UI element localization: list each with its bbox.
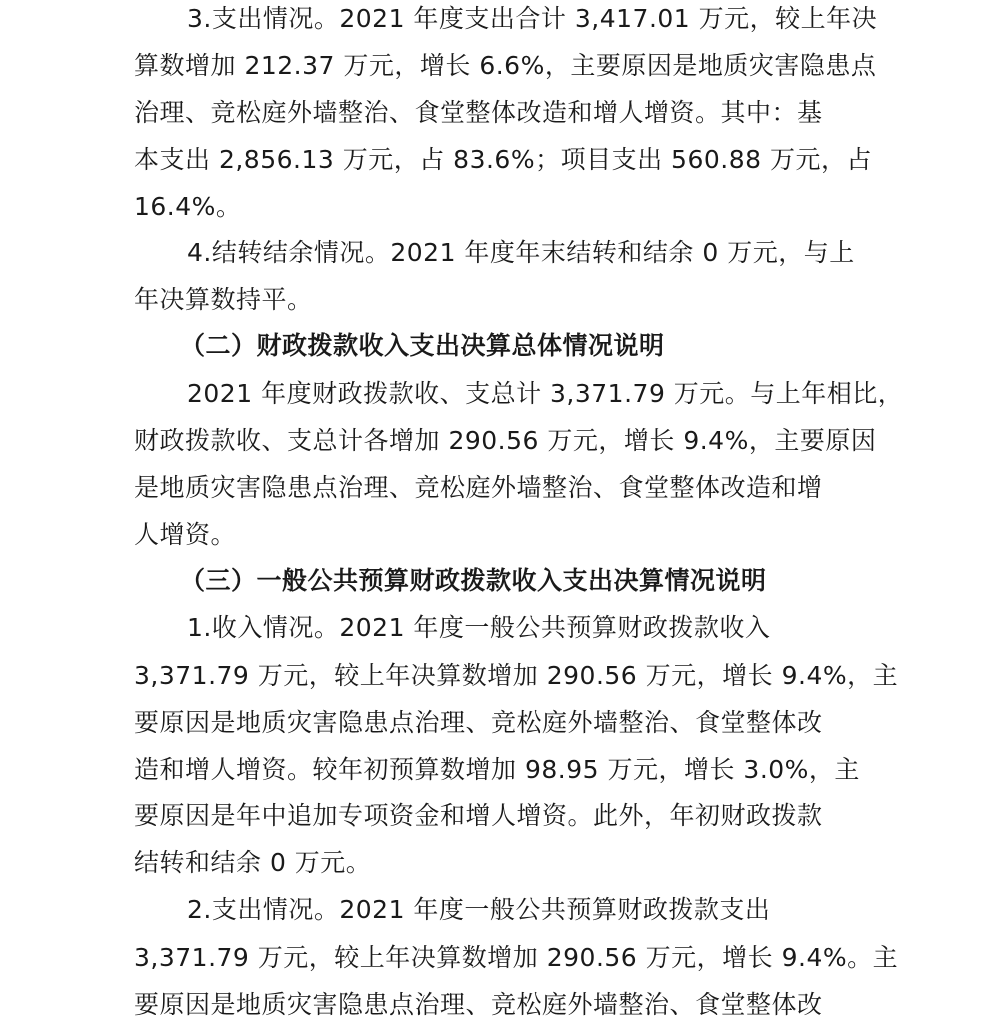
paragraph-line: 年决算数持平。 — [134, 285, 313, 314]
section-heading: （二）财政拨款收入支出决算总体情况说明 — [180, 331, 665, 360]
section-heading: （三）一般公共预算财政拨款收入支出决算情况说明 — [180, 566, 767, 595]
paragraph-line: 算数增加 212.37 万元，增长 6.6%，主要原因是地质灾害隐患点 — [134, 51, 877, 80]
paragraph-line: 本支出 2,856.13 万元，占 83.6%；项目支出 560.88 万元，占 — [134, 145, 872, 174]
paragraph-line: 3,371.79 万元，较上年决算数增加 290.56 万元，增长 9.4%，主 — [134, 661, 899, 690]
paragraph-line: 财政拨款收、支总计各增加 290.56 万元，增长 9.4%，主要原因 — [134, 426, 877, 455]
paragraph-line: 要原因是年中追加专项资金和增人增资。此外，年初财政拨款 — [134, 801, 823, 830]
paragraph-line: 1.收入情况。2021 年度一般公共预算财政拨款收入 — [187, 613, 771, 642]
paragraph-line: 2021 年度财政拨款收、支总计 3,371.79 万元。与上年相比， — [187, 379, 904, 408]
paragraph-line: 3.支出情况。2021 年度支出合计 3,417.01 万元，较上年决 — [187, 4, 878, 33]
paragraph-line: 4.结转结余情况。2021 年度年末结转和结余 0 万元，与上 — [187, 238, 855, 267]
paragraph-line: 要原因是地质灾害隐患点治理、竞松庭外墙整治、食堂整体改 — [134, 990, 823, 1019]
paragraph-line: 结转和结余 0 万元。 — [134, 848, 372, 877]
paragraph-line: 造和增人增资。较年初预算数增加 98.95 万元，增长 3.0%，主 — [134, 755, 860, 784]
paragraph-line: 是地质灾害隐患点治理、竞松庭外墙整治、食堂整体改造和增 — [134, 473, 823, 502]
paragraph-line: 要原因是地质灾害隐患点治理、竞松庭外墙整治、食堂整体改 — [134, 708, 823, 737]
paragraph-line: 2.支出情况。2021 年度一般公共预算财政拨款支出 — [187, 895, 771, 924]
paragraph-line: 16.4%。 — [134, 192, 242, 221]
paragraph-line: 治理、竞松庭外墙整治、食堂整体改造和增人增资。其中：基 — [134, 98, 823, 127]
paragraph-line: 人增资。 — [134, 520, 237, 549]
paragraph-line: 3,371.79 万元，较上年决算数增加 290.56 万元，增长 9.4%。主 — [134, 943, 899, 972]
